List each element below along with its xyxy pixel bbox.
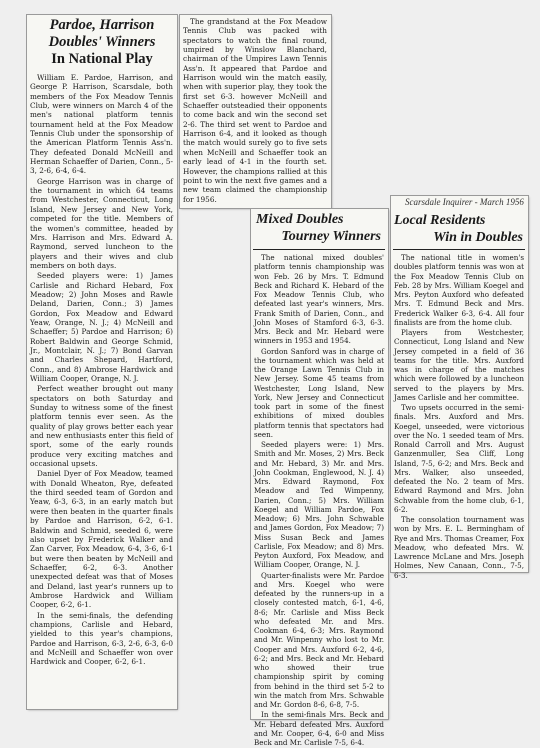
handwritten-date-note: Scarsdale Inquirer - March 1956 (405, 197, 524, 207)
article-body-mixed-doubles (254, 253, 384, 748)
paragraph: The national title in women's doubles platform tennis was won at the Fox Meadow Tennis Club on Feb. 28 by Mrs. William Koegel and Mrs. Peyton Auxford who defeated Mrs. T. Edmund Beck and Mrs. Frederick Walker 6-3, 6-4. All four finalists are from the home club. (394, 253, 524, 327)
headline-line: Doubles' Winners (48, 34, 156, 50)
paragraph: The consolation tournament was won by Mrs. E. L. Bermingham of Rye and Mrs. Thomas Creamer, Fox Meadow, who defeated Mrs. W. Lawrence McLane and Mrs. Joseph Holmes, New Canaan, Conn., 7-5, 6-3. (394, 515, 524, 580)
paragraph: George Harrison was in charge of the tournament in which 64 teams from Westchester, Connecticut, Long Island, New Jersey and New York, competed for the title. Members of the women's committee, headed by Mrs. Harrison and Mrs. Edward A. Raymond, served luncheon to the players and their wives and club members on both days. (30, 176, 173, 270)
clipping-national-doubles (27, 15, 177, 709)
headline-line: Tourney Winners (281, 229, 381, 244)
headline-mixed-doubles (253, 211, 385, 245)
paragraph: William E. Pardoe, Harrison, and George P. Harrison, Scarsdale, both members of the Fox Meadow Tennis Club, were winners on March 4 of the men's national platform tennis tournament held at the Fox Meadow Tennis Club under the sponsorship of the American Platform Tennis Ass'n. They defeated Donald McNeill and Herman Schaeffer of Darien, Conn., 5-3, 2-6, 6-4, 6-4. (30, 73, 173, 176)
article-body-local-residents (394, 253, 524, 581)
paragraph: In the semi-finals, the defending champions, Carlisle and Hebard, yielded to this year's champions, Pardoe and Harrison, 6-3, 2-6, 6-3, 6-0 and McNeill and Schaeffer won over Hardwick and Cooper, 6-2, 6-1. (30, 610, 173, 667)
headline-line: Pardoe, Harrison (49, 17, 155, 33)
headline-divider (393, 249, 525, 250)
clipping-mixed-doubles (251, 209, 388, 747)
headline-local-residents (393, 212, 525, 246)
paragraph: Two upsets occurred in the semi-finals. Mrs. Auxford and Mrs. Koegel, unseeded, were victorious over the No. 1 seeded team of Mrs. Ronald Carroll and Mrs. August Ganzenmuller, Sea Cliff, Long Island, 7-5, 6-2; and Mrs. Beck and Mrs. Walker, also unseeded, defeated the No. 2 team of Mrs. Edward Raymond and Mrs. John Schwable from the home club, 6-1, 6-2. (394, 403, 524, 514)
paragraph: Seeded players were: 1) James Carlisle and Richard Hebard, Fox Meadow; 2) John Moses and Rawle Deland, Darien, Conn.; 3) James Gordon, Fox Meadow and Edward Yeaw, Orange, N. J.; 4) McNeill and Schaeffer; 5) Pardoe and Harrison; 6) Robert Baldwin and George Schmid, Jr., Montclair, N. J.; 7) Bond Garvan and Charles Shepard, Hartford, Conn., and 8) Ambrose Hardwick and William Cooper, Orange, N. J. (30, 271, 173, 383)
headline-line: Local Residents (394, 213, 486, 228)
paragraph: Perfect weather brought out many spectators on both Saturday and Sunday to witness some of the finest platform tennis ever seen. As the quality of play grows better each year and new enthusiasts enter this field of sport, some of the early rounds produce very exciting matches and occasional upsets. (30, 384, 173, 469)
paragraph: Daniel Dyer of Fox Meadow, teamed with Donald Wheaton, Rye, defeated the third seeded team of Gordon and Yeaw, 6-3, 6-3, in an early match but were then beaten in the quarter finals by Pardoe and Harrison, 6-2, 6-1. Baldwin and Schmid, seeded 6, were also upset by Frederick Walker and Zan Carver, Fox Meadow, 6-4, 3-6, 6-1 but were then beaten by McNeill and Schaeffer, 6-2, 6-3. Another unexpected defeat was that of Moses and Deland, last year's runners up to Ambrose Hardwick and William Cooper, 6-2, 6-1. (30, 469, 173, 610)
paragraph: Players from Westchester, Connecticut, Long Island and New Jersey competed in a field of 36 teams for the title. Mrs. Auxford was in charge of the matches which were followed by a luncheon served to the players by Mrs. James Carlisle and her committee. (394, 328, 524, 402)
headline-line: Win in Doubles (433, 230, 523, 245)
paragraph: Seeded players were: 1) Mrs. Smith and Mr. Moses, 2) Mrs. Beck and Mr. Hebard, 3) Mr. and Mrs. John Cookman, Englewood, N. J. 4) Mrs. Edward Raymond, Fox Meadow and Ted Wimpenny, Darien, Conn.; 5) Mrs. William Koegel and William Pardoe, Fox Meadow; 6) Mrs. John Schwable and James Gordon, Fox Meadow; 7) Miss Susan Beck and James Carlisle, Fox Meadow; and 8) Mrs. Peyton Auxford, Fox Meadow, and William Cooper, Orange, N. J. (254, 440, 384, 570)
article-body-national-doubles (30, 73, 173, 668)
headline-national-doubles (30, 17, 174, 68)
paragraph: Quarter-finalists were Mr. Pardoe and Mrs. Koegel who were defeated by the runners-up in a closely contested match, 6-1, 4-6, 8-6; Mr. Carlisle and Miss Beck who defeated Mr. and Mrs. Cookman 6-4, 6-3; Mrs. Raymond and Mr. Winpenny who lost to Mr. Cooper and Mrs. Auxford 6-2, 4-6, 6-2; and Mrs. Beck and Mr. Hebard who showed their true championship spirit by coming from behind in the third set 5-2 to win the match from Mrs. Schwable and Mr. Gordon 8-6, 6-8, 7-5. (254, 570, 384, 709)
paragraph: The national mixed doubles' platform tennis championship was won Feb. 26 by Mrs. T. Edmund Beck and Richard K. Hebard of the Fox Meadow Tennis Club, who defeated last year's winners, Mrs. Frank Smith of Darien, Conn., and John Moses of Stamford 6-3, 6-3. Mrs. Beck and Mr. Hebard were winners in 1953 and 1954. (254, 253, 384, 346)
paragraph: In the semi-finals Mrs. Beck and Mr. Hebard defeated Mrs. Auxford and Mr. Cooper, 6-4, 6-0 and Miss Beck and Mr. Carlisle 7-5, 6-4. (254, 710, 384, 747)
paragraph: Gordon Sanford was in charge of the tournament which was held at the Orange Lawn Tennis Club in New Jersey. Some 45 teams from Westchester, Long Island, New York, New Jersey and Connecticut took part in some of the finest exhibitions of mixed doubles platform tennis that spectators had seen. (254, 346, 384, 439)
headline-divider (253, 249, 385, 250)
clipping-final-round-continuation (180, 15, 331, 208)
paragraph: The grandstand at the Fox Meadow Tennis Club was packed with spectators to watch the final round, umpired by Winslow Blanchard, chairman of the Umpires Lawn Tennis Ass'n. It appeared that Pardoe and Harrison would win the match easily, when with superior play, they took the first set 6-3. however McNeill and Schaeffer outsteadied their opponents to come back and win the second set 2-6. The third set went to Pardoe and Harrison 6-4, and it looked as though the match would surely go to five sets when McNeill and Schaeffer took an early lead of 4-1 in the fourth set. However, the champions rallied at this point to win the next five games and a new team claimed the championship for 1956. (183, 17, 327, 204)
clipping-local-residents (391, 196, 528, 580)
headline-line: Mixed Doubles (256, 212, 344, 227)
article-body-final-round (183, 17, 327, 205)
headline-line: In National Play (51, 51, 153, 67)
